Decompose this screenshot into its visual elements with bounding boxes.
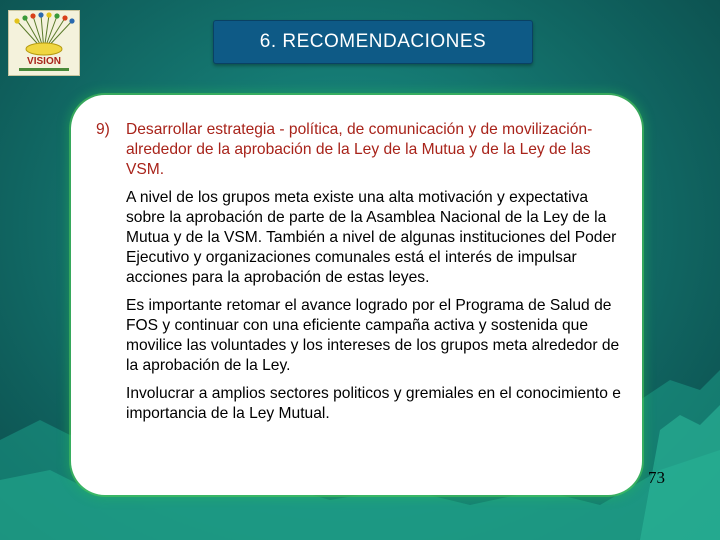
slide-title-box [213, 20, 533, 64]
logo-text: VISION [27, 56, 61, 67]
paragraph-3: Involucrar a amplios sectores politicos y gremiales en el conocimiento e importancia de la Ley Mutual. [126, 385, 621, 422]
paragraph-1: A nivel de los grupos meta existe una alta motivación y expectativa sobre la aprobación de parte de la Asamblea Nacional de la Ley de la Mutua y de la VSM. También a nivel de algunas instituciones del Poder Ejecutivo y organizaciones comunales está el interés de impulsar acciones para la aprobación de estas leyes. [126, 189, 617, 286]
recommendation-heading [96, 120, 626, 180]
recommendation-number: 9) [96, 121, 110, 138]
slide-title: 6. RECOMENDACIONES [259, 31, 487, 52]
recommendation-content [96, 120, 626, 424]
page-number: 73 [648, 468, 665, 487]
vision-logo-icon [9, 11, 79, 75]
recommendation-heading-text: Desarrollar estrategia - política, de comunicación y de movilización- alrededor de la aprobación de la Ley de la Mutua y de la Ley de las VSM. [126, 121, 593, 178]
paragraph-2: Es importante retomar el avance logrado por el Programa de Salud de FOS y continuar con una eficiente campaña activa y sostenida que movilice las voluntades y los intereses de los grupos meta alrededor de la aprobación de la Ley. [126, 297, 620, 374]
vision-logo [8, 10, 80, 76]
